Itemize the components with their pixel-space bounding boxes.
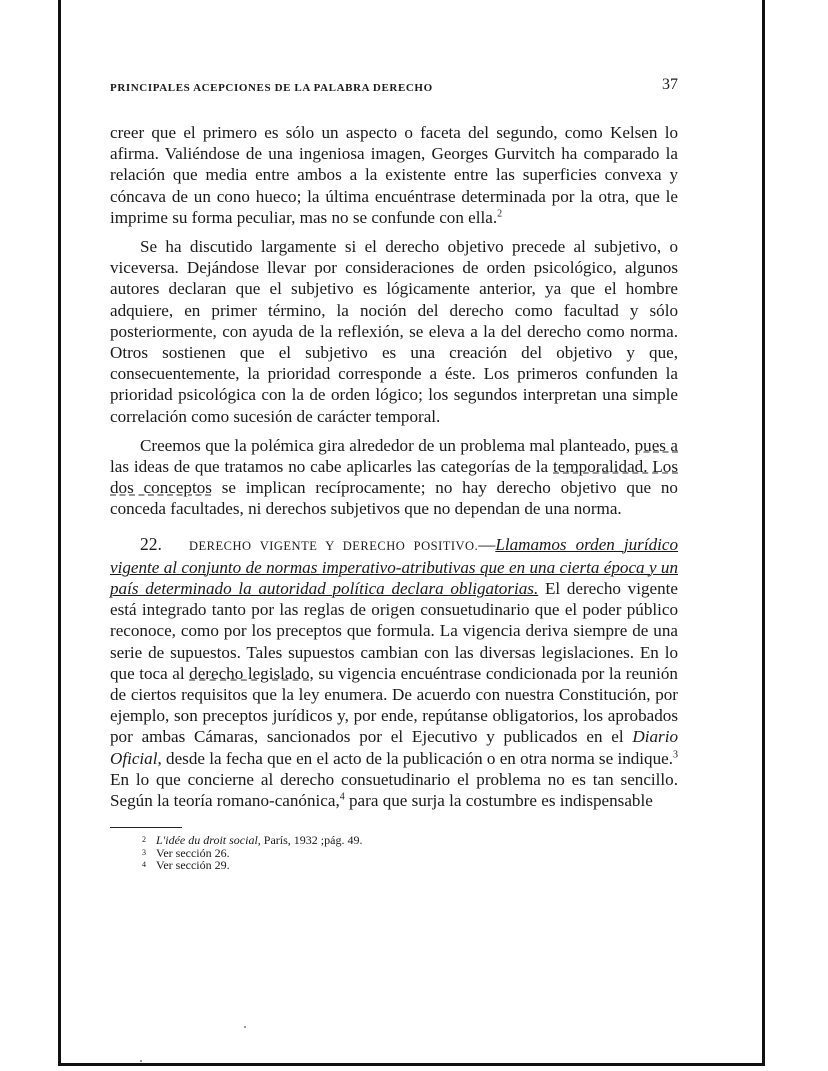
diario-oficial-italic: Diario Oficial xyxy=(110,727,678,768)
footnote-citation: París, 1932 ;pág. 49. xyxy=(260,833,363,848)
section-number: 22. xyxy=(140,533,162,554)
footnote-mark: 4 xyxy=(142,860,146,870)
section-22-text-b: , su vigencia encuéntrase condicionada por la reunión de ciertos requisitos que la ley enumera. De acuerdo con nuestra Constitución, por ejemplo, son preceptos jurídicos y, por ende, repútanse obligatorios, los aprobados por ambas Cámaras, sancionados por el Ejecutivo y publicados en el xyxy=(110,663,678,747)
section-22-text-a: El derecho vigente está integrado tanto por las reglas de origen consuetudinario que el poder público reconoce, como por los preceptos que formula. La vigencia deriva siempre de una serie de supuestos. Tales supuestos cambian con las diversas legislaciones. En lo que toca al xyxy=(110,579,678,683)
section-22-text-e: para que surja la costumbre es indispensable xyxy=(344,791,653,811)
handwritten-underline-c: derecho legislado xyxy=(189,663,310,683)
paragraph-1-text: creer que el primero es sólo un aspecto o faceta del segundo, como Kelsen lo afirma. Valiéndose de una ingeniosa imagen, Georges Gurvitch ha comparado la relación que media entre ambos a la existente entre las superficies convexa y cóncava de un cono hueco; la última encuéntrase determinada por la otra, que le imprime su forma peculiar, mas no se confunde con ella. xyxy=(110,123,678,227)
footnote-text: Ver sección 29. xyxy=(156,858,230,873)
book-page xyxy=(110,76,678,872)
footnote-work-title: L'idée du droit social, xyxy=(156,833,261,848)
handwritten-underline-b: temporalidad. Los dos conceptos xyxy=(110,457,678,498)
footnote-ref-3: 3 xyxy=(673,749,678,760)
underlined-definition: Llamamos orden jurídico vigente al conjunto de normas imperativo-atributivas que en una cierta época y un país determinado la autoridad política declara obligatorias. xyxy=(110,534,678,599)
footnote-rule xyxy=(110,827,182,828)
footnote-text: Ver sección 26. xyxy=(156,845,230,860)
scan-speck xyxy=(244,1026,246,1028)
handwritten-underline-a: pues a xyxy=(634,435,678,455)
scan-speck xyxy=(140,1060,142,1062)
paragraph-3-text-b: las ideas de que tratamos no cabe aplicarles las categorías de la xyxy=(110,457,554,477)
section-22-text-c: , desde la fecha que en el acto de la publicación o en otra norma se indique. xyxy=(157,748,673,768)
footnote-ref-4: 4 xyxy=(339,791,345,803)
footnote-mark: 3 xyxy=(142,847,146,857)
paragraph-1 xyxy=(110,122,678,228)
footnote-mark: 2 xyxy=(142,835,146,845)
paragraph-3-text-c: se implican recíprocamente; no hay derecho objetivo que no conceda facultades, ni derechos subjetivos que no dependan de una norma. xyxy=(110,478,678,519)
em-dash: — xyxy=(478,534,496,554)
running-head xyxy=(110,76,678,100)
section-22-text-d: En lo que concierne al derecho consuetudinario el problema no es tan sencillo. Según la teoría romano-canónica, xyxy=(110,769,678,811)
footnote-4 xyxy=(136,859,678,872)
body-text xyxy=(110,122,678,811)
paragraph-2: Se ha discutido largamente si el derecho objetivo precede al subjetivo, o viceversa. Dejándose llevar por consideraciones de orden psicológico, algunos autores declaran que el subjetivo es lógicamente anterior, ya que el hombre adquiere, en primer término, la noción del derecho como facultad y sólo posteriormente, con ayuda de la reflexión, se eleva a la del derecho como norma. Otros sostienen que el subjetivo es una creación del objetivo y que, consecuentemente, la prioridad corresponde a éste. Los primeros confunden la prioridad psicológica con la de orden lógico; los segundos interpretan una simple correlación como sucesión de carácter temporal. xyxy=(110,237,678,426)
footnote-ref-2: 2 xyxy=(497,208,503,220)
section-22 xyxy=(110,534,678,812)
page-number: 37 xyxy=(662,76,678,93)
footnote-2 xyxy=(136,834,678,847)
running-title: PRINCIPALES ACEPCIONES DE LA PALABRA DERECHO xyxy=(110,82,433,94)
section-title: DERECHO VIGENTE Y DERECHO POSITIVO. xyxy=(189,538,479,553)
footnotes xyxy=(110,834,678,872)
footnote-text xyxy=(156,834,362,847)
paragraph-3-text-a: Creemos que la polémica gira alrededor de un problema mal planteado, xyxy=(140,435,635,455)
paragraph-3 xyxy=(110,435,678,520)
